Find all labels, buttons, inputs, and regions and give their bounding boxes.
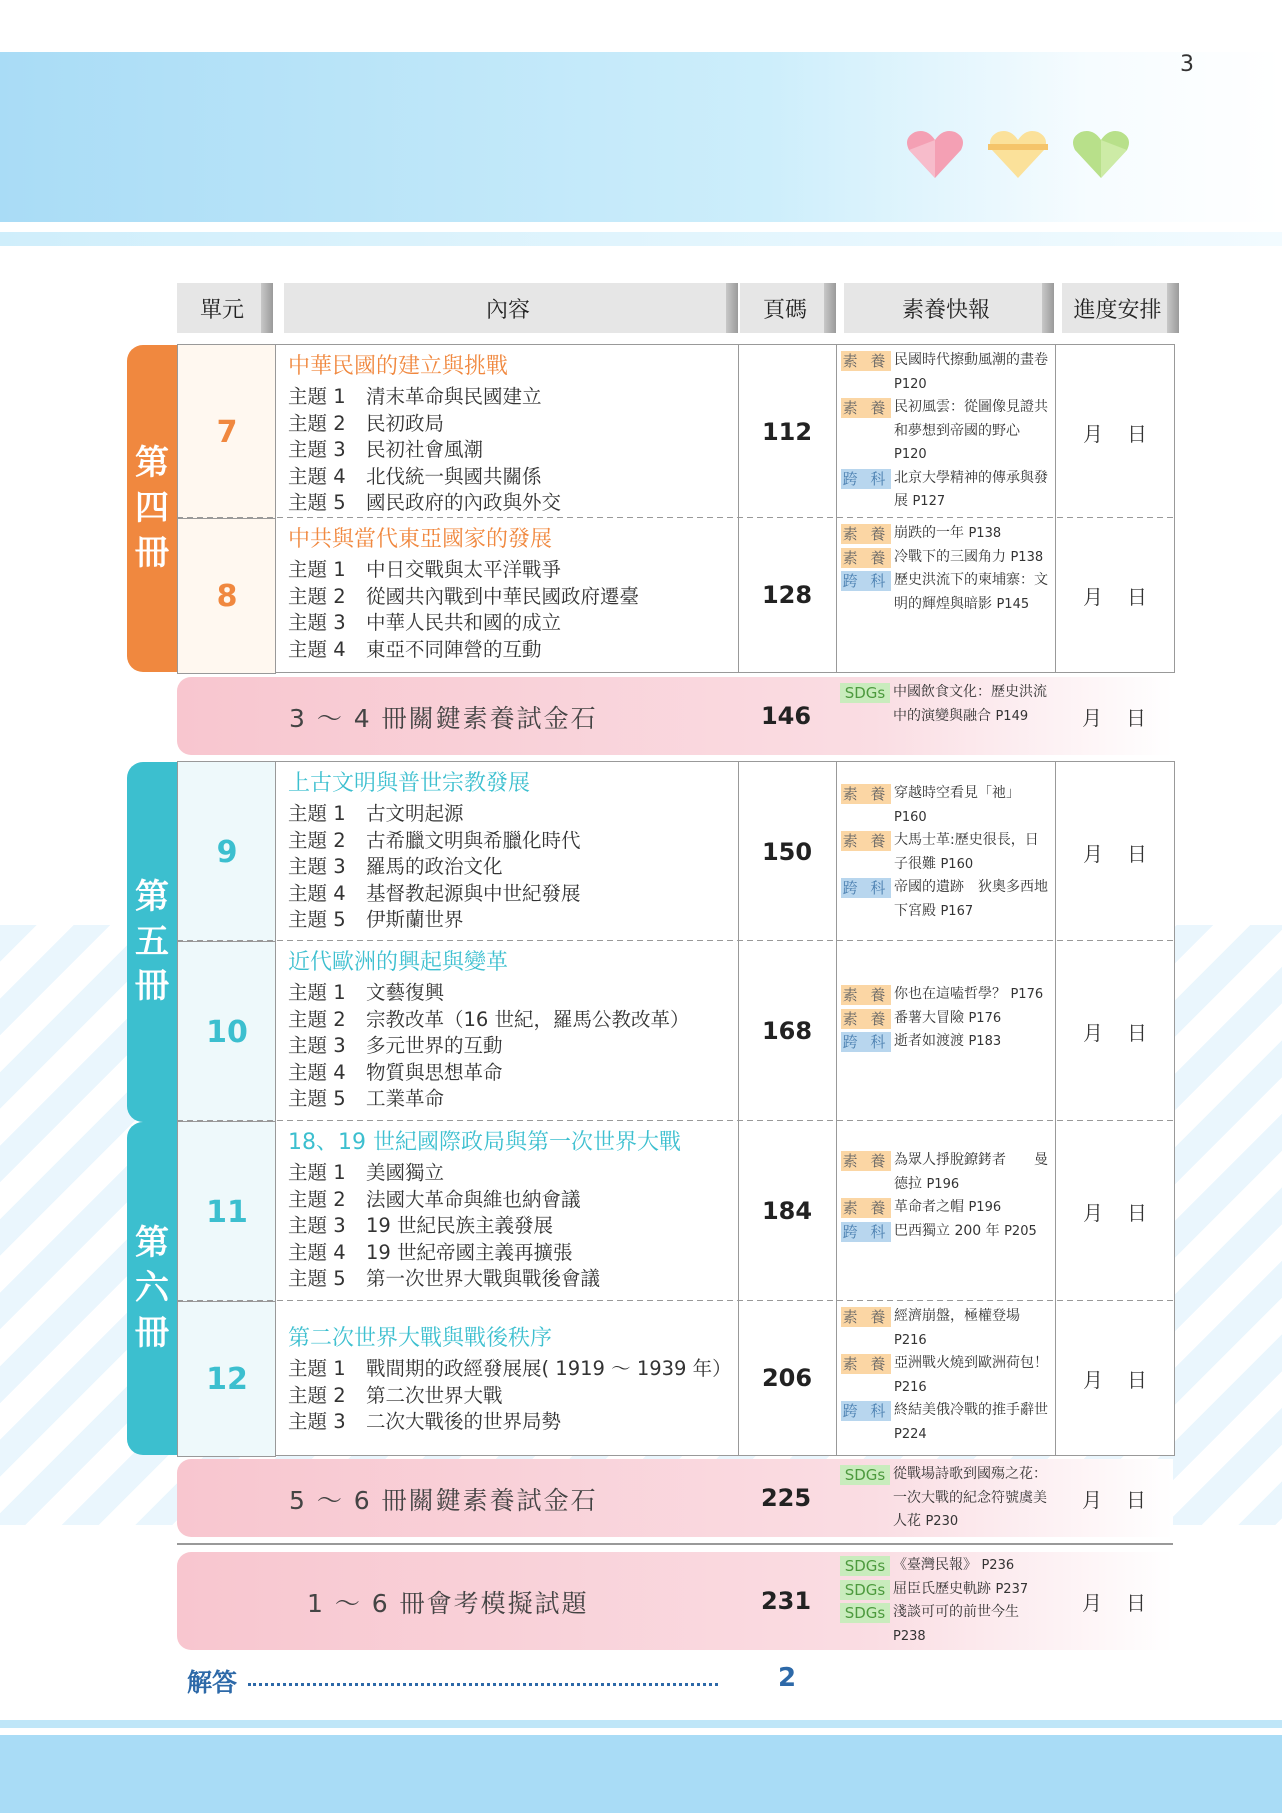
schedule-cell: 月 日 xyxy=(1083,1020,1147,1045)
page-number-cell: 150 xyxy=(761,838,813,866)
chapter-title: 上古文明與普世宗教發展 xyxy=(288,771,531,796)
topic-line: 主題 1 文藝復興 xyxy=(288,981,445,1004)
special-title: 5 ～ 6 冊關鍵素養試金石 xyxy=(289,1486,598,1515)
header-underline xyxy=(0,232,1282,246)
page-number-cell: 225 xyxy=(760,1484,812,1512)
volume-6-tab: 第 六 冊 xyxy=(127,1122,177,1455)
unit-row xyxy=(275,518,1175,673)
unit-number: 11 xyxy=(177,1121,276,1303)
footer-band xyxy=(0,1735,1282,1813)
schedule-cell: 月 日 xyxy=(1082,1487,1146,1512)
news-list: 素 養 穿越時空看見「祂」 P160 素 養 大馬士革:歷史很長，日子很難 P160 跨 科 帝國的遺跡 狄奧多西地下宮殿 P167 xyxy=(842,785,1048,919)
unit-number: 7 xyxy=(177,344,276,520)
news-list: 素 養 崩跌的一年 P138 素 養 冷戰下的三國角力 P138 跨 科 歷史洪流下的柬埔寨：文明的輝煌與暗影 P145 xyxy=(842,525,1048,612)
pink-heart-icon xyxy=(905,128,965,180)
unit-row xyxy=(275,941,1175,1122)
schedule-cell: 月 日 xyxy=(1083,1367,1147,1392)
topic-line: 主題 4 東亞不同陣營的互動 xyxy=(288,637,542,661)
chapter-title: 18、19 世紀國際政局與第一次世界大戰 xyxy=(288,1130,681,1155)
topic-line: 主題 2 法國大革命與維也納會議 xyxy=(288,1187,581,1211)
footer-line xyxy=(0,1720,1282,1728)
topic-line: 主題 5 國民政府的內政與外交 xyxy=(288,491,562,515)
header-page: 頁碼 xyxy=(740,283,830,333)
header-unit: 單元 xyxy=(177,283,267,333)
topic-line: 主題 3 多元世界的互動 xyxy=(288,1034,503,1058)
answer-page: 2 xyxy=(778,1663,797,1693)
topic-line: 主題 1 清末革命與民國建立 xyxy=(288,385,542,408)
schedule-cell: 月 日 xyxy=(1083,1200,1147,1225)
chapter-title: 中共與當代東亞國家的發展 xyxy=(288,527,553,552)
divider xyxy=(177,1543,1173,1545)
unit-number: 10 xyxy=(177,941,276,1123)
special-row xyxy=(177,677,1173,755)
topic-line: 主題 3 民初社會風潮 xyxy=(288,438,484,462)
page-number: 3 xyxy=(1180,52,1194,77)
answer-label: 解答 xyxy=(187,1668,238,1697)
page-number-cell: 206 xyxy=(761,1364,813,1392)
topic-line: 主題 1 美國獨立 xyxy=(288,1161,445,1184)
header-content: 內容 xyxy=(284,283,732,333)
topic-line: 主題 3 二次大戰後的世界局勢 xyxy=(288,1410,562,1434)
page-number-cell: 184 xyxy=(761,1197,813,1225)
page-number-cell: 112 xyxy=(761,418,813,446)
schedule-cell: 月 日 xyxy=(1082,1590,1146,1615)
header-schedule: 進度安排 xyxy=(1062,283,1173,333)
topic-line: 主題 5 伊斯蘭世界 xyxy=(288,908,464,932)
chapter-title: 第二次世界大戰與戰後秩序 xyxy=(288,1326,553,1351)
news-list: SDGs 從戰場詩歌到國殤之花：一次大戰的紀念符號虞美人花 P230 xyxy=(840,1463,1050,1534)
header-news: 素養快報 xyxy=(844,283,1048,333)
page-number-cell: 168 xyxy=(761,1017,813,1045)
schedule-cell: 月 日 xyxy=(1082,705,1146,730)
news-list: 素 養 民國時代擦動風潮的畫卷 P120 素 養 民初風雲：從圖像見證共和夢想到帝國的野心 P120 跨 科 北京大學精神的傳承與發展 P127 xyxy=(842,352,1048,509)
topic-line: 主題 1 古文明起源 xyxy=(288,802,464,825)
topic-line: 主題 5 工業革命 xyxy=(288,1087,445,1111)
news-list: SDGs 中國飲食文化：歷史洪流中的演變與融合 P149 xyxy=(840,681,1050,728)
topic-line: 主題 3 羅馬的政治文化 xyxy=(288,855,503,879)
unit-row xyxy=(275,344,1175,520)
unit-row xyxy=(275,1301,1175,1456)
topic-line: 主題 4 北伐統一與國共關係 xyxy=(288,464,542,488)
topic-line: 主題 1 戰間期的政經發展展( 1919 ～ 1939 年） xyxy=(288,1357,732,1380)
topic-line: 主題 5 第一次世界大戰與戰後會議 xyxy=(288,1267,601,1291)
topic-line: 主題 3 中華人民共和國的成立 xyxy=(288,611,562,635)
page-number-cell: 128 xyxy=(761,581,813,609)
special-row xyxy=(177,1552,1173,1650)
schedule-cell: 月 日 xyxy=(1083,421,1147,446)
page-number-cell: 231 xyxy=(760,1587,812,1615)
special-title: 3 ～ 4 冊關鍵素養試金石 xyxy=(289,704,598,733)
unit-number: 8 xyxy=(177,518,276,674)
special-title: 1 ～ 6 冊會考模擬試題 xyxy=(307,1589,589,1618)
topic-line: 主題 4 基督教起源與中世紀發展 xyxy=(288,881,581,905)
leader-dots xyxy=(248,1683,718,1686)
volume-4-tab: 第 四 冊 xyxy=(127,345,177,672)
news-list: 素 養 經濟崩盤，極權登場 P216 素 養 亞洲戰火燒到歐洲荷包！ P216 跨 科 終結美俄冷戰的推手辭世 P224 xyxy=(842,1308,1048,1442)
green-heart-icon xyxy=(1071,128,1131,180)
topic-line: 主題 4 物質與思想革命 xyxy=(288,1060,503,1084)
topic-line: 主題 2 民初政局 xyxy=(288,411,445,435)
topic-line: 主題 2 宗教改革（16 世紀，羅馬公教改革） xyxy=(288,1007,690,1031)
chapter-title: 中華民國的建立與挑戰 xyxy=(288,354,509,379)
unit-number: 9 xyxy=(177,761,276,943)
yellow-heart-icon xyxy=(988,128,1048,180)
special-row xyxy=(177,1459,1173,1537)
chapter-title: 近代歐洲的興起與變革 xyxy=(288,950,509,975)
volume-5-tab: 第 五 冊 xyxy=(127,762,177,1122)
news-list: 素 養 為眾人掙脫鐐銬者 曼德拉 P196 素 養 革命者之帽 P196 跨 科 巴西獨立 200 年 P205 xyxy=(842,1152,1048,1241)
topic-line: 主題 2 從國共內戰到中華民國政府遷臺 xyxy=(288,584,640,608)
unit-number: 12 xyxy=(177,1301,276,1457)
unit-row xyxy=(275,1121,1175,1302)
news-list: 素 養 你也在這嗑哲學？ P176 素 養 番薯大冒險 P176 跨 科 逝者如渡渡 P183 xyxy=(842,986,1044,1051)
topic-line: 主題 3 19 世紀民族主義發展 xyxy=(288,1214,554,1238)
news-list: SDGs 《臺灣民報》 P236 SDGs 屈臣氏歷史軌跡 P237 SDGs 淺談可可的前世今生 P238 xyxy=(840,1554,1050,1648)
topic-line: 主題 2 古希臘文明與希臘化時代 xyxy=(288,828,581,852)
topic-line: 主題 1 中日交戰與太平洋戰爭 xyxy=(288,558,562,581)
schedule-cell: 月 日 xyxy=(1083,584,1147,609)
page-number-cell: 146 xyxy=(760,702,812,730)
unit-row xyxy=(275,761,1175,943)
topic-line: 主題 2 第二次世界大戰 xyxy=(288,1383,503,1407)
topic-line: 主題 4 19 世紀帝國主義再擴張 xyxy=(288,1240,573,1264)
schedule-cell: 月 日 xyxy=(1083,841,1147,866)
